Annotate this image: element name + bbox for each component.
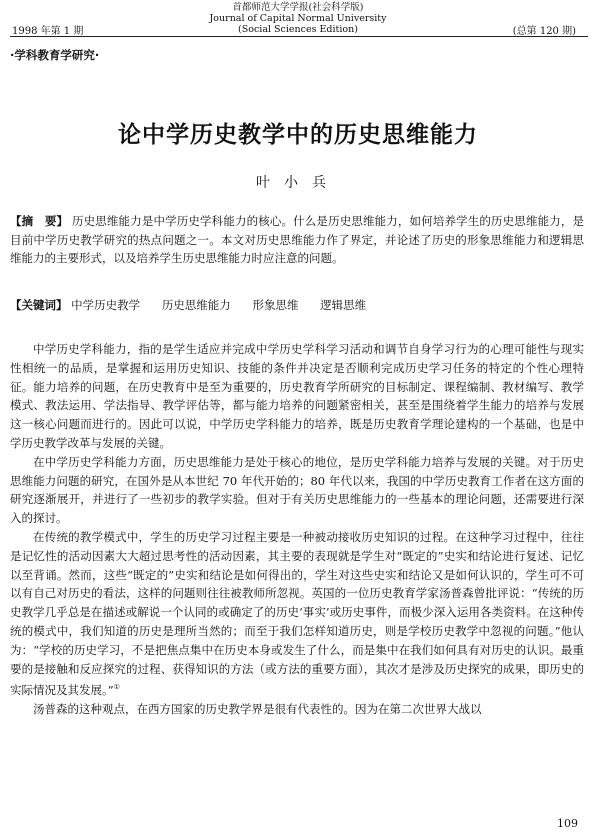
header-rule xyxy=(10,36,588,37)
total-issue-number: (总第 120 期) xyxy=(512,26,576,37)
body-paragraph: 中学历史学科能力，指的是学生适应并完成中学历史学科学习活动和调节自身学习行为的心理可能性与现实性相统一的品质，是掌握和运用历史知识、技能的条件并决定是否顺利完成历史学习任务的特定的个性心理特征。能力培养的问题，在历史教育中是至为重要的，历史教育学所研究的目标制定、课程编制、教材编写、教学模式、教法运用、学法指导、教学评估等，都与能力培养的问题紧密相关，甚至是围绕着学生能力的培养与发展这一核心问题而进行的。因此可以说，中学历史学科能力的培养，既是历史教育学理论建构的一个基础，也是中学历史教学改革与发展的关键。 xyxy=(10,342,584,450)
journal-name-en: Journal of Capital Normal University xyxy=(209,13,387,24)
abstract-text: 历史思维能力是中学历史学科能力的核心。什么是历史思维能力，如何培养学生的历史思维能力，是目前中学历史教学研究的热点问题之一。本文对历史思维能力作了界定，并论述了历史的形象思维能力和逻辑思维能力的主要形式，以及培养学生历史思维能力时应注意的问题。 xyxy=(10,214,585,265)
keywords-label: 【关键词】 xyxy=(10,298,68,312)
running-header-journal xyxy=(0,2,596,24)
keywords xyxy=(10,296,584,314)
section-label: ·学科教育学研究· xyxy=(10,48,100,62)
article-body xyxy=(10,340,584,719)
page-number: 109 xyxy=(557,817,578,830)
body-paragraph: 在中学历史学科能力方面，历史思维能力是处于核心的地位，是历史学科能力培养与发展的关键。对于历史思维能力问题的研究，在国外是从本世纪 70 年代开始的；80 年代以来，我国的中学历史教育工作者在这方面的研究逐渐展开，并进行了一些初步的教学实验。但对于有关历史思维能力的一些基本的理论问题，还需要进行深入的探讨。 xyxy=(10,454,584,526)
keyword: 逻辑思维 xyxy=(320,298,367,312)
abstract-label: 【摘 要】 xyxy=(10,214,69,228)
keyword: 历史思维能力 xyxy=(161,298,231,312)
issue-number: 1998 年第 1 期 xyxy=(12,26,84,37)
body-paragraph-text: 在传统的教学模式中，学生的历史学习过程主要是一种被动接收历史知识的过程。在这种学习过程中，往往是记忆性的活动因素大大超过思考性的活动因素，其主要的表现就是学生对“既定的”史实和结论进行复述、记忆以至背诵。然而，这些“既定的”史实和结论是如何得出的，学生对这些史实和结论又是如何认识的，学生可不可以有自己对历史的看法，这样的问题则往往被教师所忽视。英国的一位历史教育学家汤普森曾批评说：“传统的历史教学几乎总是在描述或解说一个认同的或确定了的历史‘事实’或历史事件，而极少深入运用各类资料。在这种传统的模式中，我们知道的历史是理所当然的；而至于我们怎样知道历史，则是学校历史教学中忽视的问题。”他认为：“学校的历史学习，不是把焦点集中在历史本身或发生了什么，而是集中在我们如何具有对历史的认识。最重要的是接触和反应探究的过程、获得知识的方法（或方法的重要方面），其次才是涉及历史探究的成果，即历史的实际情况及其发展。” xyxy=(10,529,584,698)
keyword: 形象思维 xyxy=(252,298,299,312)
keyword: 中学历史教学 xyxy=(71,298,141,312)
journal-name-cn: 首都师范大学学报(社会科学版) xyxy=(232,2,364,13)
abstract xyxy=(10,212,584,268)
article-author: 叶小兵 xyxy=(256,175,340,191)
body-paragraph: 汤普森的这种观点，在西方国家的历史教学界是很有代表性的。因为在第二次世界大战以 xyxy=(33,701,482,716)
footnote-marker: ① xyxy=(113,683,120,692)
article-title: 论中学历史教学中的历史思维能力 xyxy=(118,122,478,148)
body-paragraph xyxy=(10,528,584,700)
edition-label: (Social Sciences Edition) xyxy=(238,24,358,35)
